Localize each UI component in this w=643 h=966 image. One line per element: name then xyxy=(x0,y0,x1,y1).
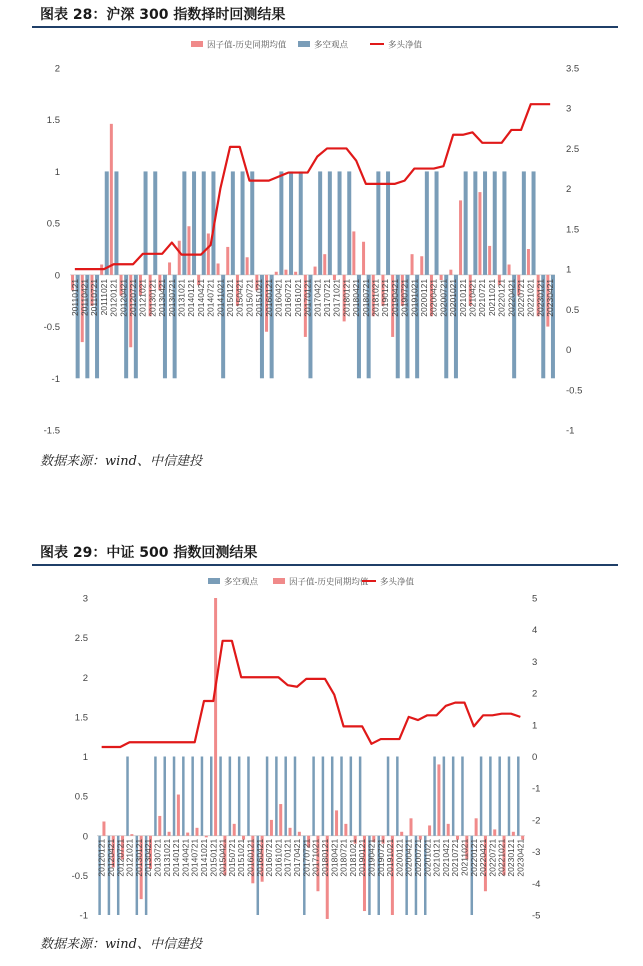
legend-item xyxy=(191,40,287,50)
x-tick-label: 20140721 xyxy=(189,838,200,877)
x-tick-label: 20120721 xyxy=(128,278,139,317)
x-tick-label: 20180421 xyxy=(329,838,340,877)
y-right-tick: 0 xyxy=(532,752,538,763)
position-bar xyxy=(312,757,315,836)
position-bar xyxy=(387,757,390,836)
y-right-tick: 2.5 xyxy=(566,143,580,155)
factor-bar xyxy=(478,192,481,275)
position-bar xyxy=(433,757,436,836)
position-bar xyxy=(279,171,283,274)
position-bar xyxy=(202,171,206,274)
nav-line xyxy=(102,641,521,747)
y-right-tick: 2 xyxy=(532,688,538,700)
position-bar xyxy=(182,757,185,836)
y-left-tick: -1 xyxy=(79,910,88,922)
x-tick-label: 20150121 xyxy=(208,838,219,877)
y-right-tick: -3 xyxy=(532,847,541,859)
x-tick-label: 20160121 xyxy=(245,838,256,877)
y-left-tick: 1 xyxy=(54,166,60,178)
x-tick-label: 20120121 xyxy=(96,838,107,877)
factor-bar xyxy=(178,241,181,275)
position-bar xyxy=(299,171,303,274)
factor-bar xyxy=(508,265,511,275)
factor-bar xyxy=(158,816,161,836)
position-bar xyxy=(201,757,204,836)
factor-bar xyxy=(246,257,249,275)
x-tick-label: 20130121 xyxy=(133,838,144,877)
x-tick-label: 20170121 xyxy=(282,838,293,877)
x-tick-label: 20161021 xyxy=(273,838,284,877)
x-tick-label: 20140121 xyxy=(171,838,182,877)
x-tick-label: 20171021 xyxy=(310,838,321,877)
position-bar xyxy=(452,757,455,836)
x-tick-label: 20220121 xyxy=(496,278,507,317)
y-right-tick: -1 xyxy=(532,783,541,795)
y-left-tick: -1.5 xyxy=(43,425,60,437)
factor-bar xyxy=(437,764,440,835)
factor-bar xyxy=(411,254,414,275)
y-left-tick: -1 xyxy=(51,373,60,385)
y-left-tick: -0.5 xyxy=(43,322,60,334)
x-tick-label: 20200721 xyxy=(438,278,449,317)
position-bar xyxy=(480,757,483,836)
x-tick-label: 20180121 xyxy=(341,278,352,317)
x-tick-label: 20121021 xyxy=(124,838,135,877)
x-tick-label: 20220421 xyxy=(478,838,489,877)
factor-bar xyxy=(475,818,478,835)
chart-hs300 xyxy=(0,30,643,470)
x-tick-label: 20181021 xyxy=(347,838,358,877)
factor-bar xyxy=(449,270,452,275)
factor-bar xyxy=(279,804,282,836)
x-tick-label: 20210721 xyxy=(450,838,461,877)
x-tick-label: 20180421 xyxy=(351,278,362,317)
legend-label: 因子值-历史同期均值 xyxy=(289,576,369,587)
legend-item xyxy=(370,40,423,50)
factor-bar xyxy=(275,272,278,275)
y-right-tick: -1 xyxy=(566,425,575,437)
x-tick-label: 20200721 xyxy=(413,838,423,877)
legend-item xyxy=(362,577,415,587)
x-tick-label: 20130121 xyxy=(147,278,158,317)
position-bar xyxy=(241,171,245,274)
x-tick-label: 20210721 xyxy=(477,278,488,317)
factor-bar xyxy=(217,263,220,274)
x-tick-label: 20210421 xyxy=(440,838,451,877)
y-left-tick: 0 xyxy=(54,270,60,282)
x-tick-label: 20210421 xyxy=(467,278,478,317)
x-tick-label: 20210121 xyxy=(457,278,468,317)
figure-1-title: 图表 28：沪深 300 指数择时回测结果 xyxy=(40,7,286,23)
position-bar xyxy=(182,171,186,274)
legend-label: 多空观点 xyxy=(224,576,259,587)
position-bar xyxy=(464,171,468,274)
x-tick-label: 20171021 xyxy=(331,278,342,317)
position-bar xyxy=(435,171,439,274)
position-bar xyxy=(347,171,351,274)
factor-bar xyxy=(493,829,496,835)
x-tick-label: 20151021 xyxy=(254,278,265,317)
y-right-tick: 0.5 xyxy=(566,304,580,316)
x-tick-label: 20200121 xyxy=(394,838,405,877)
y-right-tick: 3 xyxy=(566,103,572,115)
position-bar xyxy=(517,757,520,836)
y-left-tick: -0.5 xyxy=(71,870,88,882)
factor-bar xyxy=(226,247,229,275)
factor-bar xyxy=(420,256,423,275)
x-tick-label: 20121021 xyxy=(137,278,148,317)
position-bar xyxy=(275,757,278,836)
x-tick-label: 20210121 xyxy=(431,838,442,877)
position-bar xyxy=(163,757,166,836)
factor-bar xyxy=(207,233,210,274)
x-tick-label: 20200421 xyxy=(403,838,414,877)
legend-item xyxy=(273,577,369,587)
x-tick-label: 20211021 xyxy=(459,838,470,876)
position-bar xyxy=(238,757,241,836)
figure-1-rule xyxy=(32,26,618,28)
x-tick-label: 20221021 xyxy=(496,838,507,877)
x-tick-label: 20111021 xyxy=(98,278,109,316)
x-tick-label: 20140121 xyxy=(186,278,197,317)
x-tick-label: 20150421 xyxy=(234,278,245,317)
y-left-tick: 2 xyxy=(54,63,60,75)
y-right-tick: 2 xyxy=(566,184,572,196)
y-left-tick: 1.5 xyxy=(74,712,88,724)
legend-item xyxy=(298,40,349,50)
figure-2-title: 图表 29：中证 500 指数回测结果 xyxy=(40,545,258,561)
y-right-tick: 1 xyxy=(566,264,572,276)
position-bar xyxy=(126,757,128,836)
x-tick-label: 20161021 xyxy=(292,278,303,317)
y-right-tick: -0.5 xyxy=(566,385,583,397)
figure-2-source: 数据来源：wind、中信建投 xyxy=(40,937,202,952)
x-tick-label: 20211021 xyxy=(486,278,497,317)
y-left-tick: 1.5 xyxy=(46,115,60,127)
position-bar xyxy=(191,757,194,836)
factor-bar xyxy=(335,810,338,835)
x-tick-label: 20140421 xyxy=(180,838,191,877)
y-left-tick: 2.5 xyxy=(74,633,88,645)
x-tick-label: 20190721 xyxy=(375,838,386,877)
factor-bar xyxy=(344,824,347,836)
x-tick-label: 20190421 xyxy=(389,278,400,317)
x-tick-label: 20131021 xyxy=(176,278,187,317)
y-left-tick: 1 xyxy=(82,752,88,763)
position-bar xyxy=(144,171,148,274)
x-tick-label: 20220121 xyxy=(468,838,479,877)
x-tick-label: 20190421 xyxy=(366,838,377,877)
x-tick-label: 20130721 xyxy=(166,278,177,317)
position-bar xyxy=(483,171,487,274)
factor-bar xyxy=(352,231,355,274)
factor-bar xyxy=(270,820,273,836)
factor-bar xyxy=(459,200,462,274)
position-bar xyxy=(289,171,293,274)
y-right-tick: 1 xyxy=(532,720,538,732)
x-tick-label: 20160421 xyxy=(254,838,265,877)
position-bar xyxy=(502,171,506,274)
factor-bar xyxy=(488,246,491,275)
factor-bar xyxy=(284,270,287,275)
x-tick-label: 20150721 xyxy=(226,838,237,877)
x-tick-label: 20151021 xyxy=(236,838,247,877)
factor-bar xyxy=(428,825,431,835)
factor-bar xyxy=(294,272,297,275)
factor-bar xyxy=(289,828,292,836)
y-right-tick: 3.5 xyxy=(566,63,580,75)
y-right-tick: 3 xyxy=(532,656,538,668)
y-right-tick: 0 xyxy=(566,345,572,357)
x-tick-label: 20230421 xyxy=(545,278,556,317)
factor-bar xyxy=(447,824,450,836)
x-tick-label: 20140721 xyxy=(205,278,216,317)
x-tick-label: 20221021 xyxy=(525,278,536,317)
legend-swatch xyxy=(298,41,310,47)
position-bar xyxy=(532,171,536,274)
position-bar xyxy=(489,757,492,836)
factor-bar xyxy=(130,834,133,836)
x-tick-label: 20170421 xyxy=(292,838,303,877)
y-right-tick: 1.5 xyxy=(566,224,580,236)
factor-bar xyxy=(323,254,326,275)
position-bar xyxy=(396,757,399,836)
x-tick-label: 20170721 xyxy=(322,278,333,317)
y-left-tick: 2 xyxy=(82,672,88,684)
x-tick-label: 20220721 xyxy=(487,838,498,877)
x-tick-label: 20201021 xyxy=(448,278,459,317)
position-bar xyxy=(154,757,157,836)
position-bar xyxy=(386,171,390,274)
x-tick-label: 20230121 xyxy=(535,278,546,317)
position-bar xyxy=(340,757,343,836)
factor-bar xyxy=(298,832,301,836)
position-bar xyxy=(522,171,526,274)
position-bar xyxy=(231,171,235,274)
factor-bar xyxy=(214,598,217,836)
factor-bar xyxy=(205,836,208,838)
position-bar xyxy=(498,757,501,836)
x-tick-label: 20110721 xyxy=(89,278,100,317)
position-bar xyxy=(173,757,176,836)
position-bar xyxy=(105,171,109,274)
position-bar xyxy=(192,171,196,274)
x-tick-label: 20180721 xyxy=(338,838,349,877)
x-tick-label: 20150421 xyxy=(217,838,228,877)
x-tick-label: 20190121 xyxy=(380,278,391,317)
factor-bar xyxy=(410,818,413,835)
y-right-tick: 5 xyxy=(532,593,538,605)
factor-bar xyxy=(102,821,105,835)
x-tick-label: 20120421 xyxy=(118,278,129,317)
x-tick-label: 20110421 xyxy=(79,278,90,317)
chart-zz500 xyxy=(0,568,643,928)
x-tick-label: 20170721 xyxy=(301,838,312,877)
position-bar xyxy=(425,171,429,274)
position-bar xyxy=(284,757,287,836)
factor-bar xyxy=(168,262,171,274)
position-bar xyxy=(114,171,118,274)
x-tick-label: 20200421 xyxy=(428,278,439,317)
x-tick-label: 20170421 xyxy=(312,278,323,317)
x-tick-label: 20190121 xyxy=(357,838,368,877)
figure-1-source: 数据来源：wind、中信建投 xyxy=(40,454,202,469)
x-tick-label: 20150721 xyxy=(244,278,255,317)
position-bar xyxy=(331,757,334,836)
position-bar xyxy=(247,757,250,836)
y-left-tick: 0.5 xyxy=(46,218,60,230)
x-tick-label: 20160721 xyxy=(264,838,275,877)
factor-bar xyxy=(362,242,365,275)
x-tick-label: 20131021 xyxy=(161,838,172,877)
factor-bar xyxy=(186,833,189,836)
y-right-tick: -4 xyxy=(532,878,541,890)
x-tick-label: 20110121 xyxy=(69,278,80,317)
position-bar xyxy=(153,171,157,274)
factor-bar xyxy=(512,832,515,836)
position-bar xyxy=(266,757,269,836)
legend-item xyxy=(208,577,259,587)
x-tick-label: 20130421 xyxy=(143,838,154,877)
factor-bar xyxy=(400,832,403,836)
y-left-tick: 0 xyxy=(82,831,88,843)
position-bar xyxy=(219,757,222,836)
factor-bar xyxy=(177,795,180,836)
x-tick-label: 20120421 xyxy=(105,838,116,877)
x-tick-label: 20180121 xyxy=(319,838,330,877)
x-tick-label: 20141021 xyxy=(215,278,226,317)
factor-bar xyxy=(233,824,236,836)
factor-bar xyxy=(168,832,171,836)
y-right-tick: 4 xyxy=(532,625,538,637)
x-tick-label: 20181021 xyxy=(370,278,381,317)
legend-label: 因子值-历史同期均值 xyxy=(207,39,287,50)
legend-swatch xyxy=(208,578,220,584)
position-bar xyxy=(443,757,446,836)
x-tick-label: 20120721 xyxy=(115,838,126,877)
factor-bar xyxy=(314,267,317,275)
factor-bar xyxy=(110,124,113,275)
position-bar xyxy=(350,757,353,836)
x-tick-label: 20141021 xyxy=(199,838,209,877)
x-tick-label: 20140421 xyxy=(195,278,206,317)
y-right-tick: -2 xyxy=(532,815,541,827)
y-left-tick: 0.5 xyxy=(74,791,88,803)
legend-label: 多头净值 xyxy=(388,39,423,50)
position-bar xyxy=(294,757,297,836)
x-tick-label: 20180721 xyxy=(360,278,371,317)
y-left-tick: 3 xyxy=(82,593,88,605)
position-bar xyxy=(210,757,213,836)
position-bar xyxy=(508,757,511,836)
factor-bar xyxy=(527,249,530,275)
position-bar xyxy=(250,171,254,274)
x-tick-label: 20201021 xyxy=(422,838,433,877)
position-bar xyxy=(328,171,332,274)
position-bar xyxy=(461,757,464,836)
x-tick-label: 20150121 xyxy=(225,278,236,317)
x-tick-label: 20190721 xyxy=(399,278,410,317)
position-bar xyxy=(338,171,342,274)
figure-2-rule xyxy=(32,564,618,566)
x-tick-label: 20191021 xyxy=(385,838,396,877)
position-bar xyxy=(376,171,380,274)
x-tick-label: 20220721 xyxy=(516,278,527,317)
x-tick-label: 20160421 xyxy=(273,278,284,317)
factor-bar xyxy=(196,828,199,836)
x-tick-label: 20220421 xyxy=(506,278,517,317)
x-tick-label: 20230121 xyxy=(506,838,517,877)
legend-label: 多空观点 xyxy=(314,39,349,50)
position-bar xyxy=(473,171,477,274)
x-tick-label: 20191021 xyxy=(409,278,420,317)
position-bar xyxy=(318,171,322,274)
x-tick-label: 20170121 xyxy=(302,278,313,317)
x-tick-label: 20130421 xyxy=(157,278,168,317)
legend-swatch xyxy=(273,578,285,584)
position-bar xyxy=(229,757,232,836)
legend-swatch xyxy=(191,41,203,47)
y-right-tick: -5 xyxy=(532,910,541,922)
x-tick-label: 20160121 xyxy=(263,278,274,317)
x-tick-label: 20130721 xyxy=(152,838,163,877)
x-tick-label: 20120121 xyxy=(108,278,119,317)
x-tick-label: 20160721 xyxy=(283,278,294,317)
position-bar xyxy=(322,757,325,836)
position-bar xyxy=(359,757,362,836)
position-bar xyxy=(493,171,497,274)
x-tick-label: 20230421 xyxy=(515,838,526,877)
factor-bar xyxy=(187,226,190,275)
x-tick-label: 20200121 xyxy=(419,278,430,317)
legend-label: 多头净值 xyxy=(380,576,415,587)
